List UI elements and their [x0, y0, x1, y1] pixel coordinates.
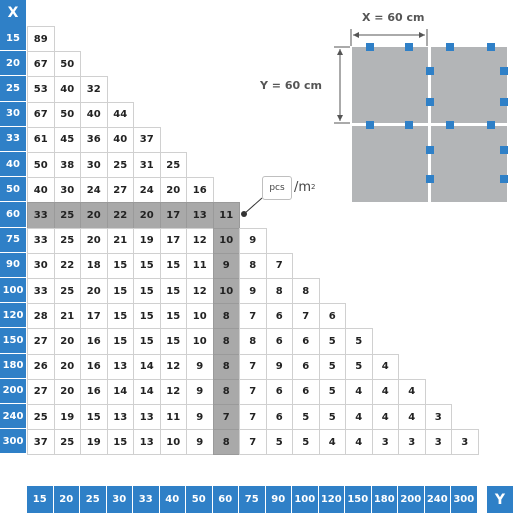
table-cell: 26 [27, 354, 55, 380]
table-cell: 15 [133, 303, 161, 329]
table-cell: 4 [398, 379, 426, 405]
table-cell: 10 [213, 228, 241, 254]
spacer-clip [500, 175, 508, 183]
table-cell: 5 [319, 328, 347, 354]
spacer-clip [366, 121, 374, 129]
table-cell: 25 [54, 202, 82, 228]
table-cell: 15 [160, 328, 188, 354]
table-cell: 8 [213, 303, 241, 329]
x-axis-value: 240 [0, 404, 26, 428]
table-cell: 25 [107, 152, 135, 178]
x-axis-value: 15 [0, 26, 26, 50]
y-axis-value: 75 [239, 486, 265, 513]
table-cell: 15 [107, 328, 135, 354]
y-axis-value: 60 [213, 486, 239, 513]
spacer-clip [426, 175, 434, 183]
table-cell: 15 [107, 429, 135, 455]
table-cell: 37 [27, 429, 55, 455]
table-cell: 12 [160, 354, 188, 380]
table-cell: 9 [186, 404, 214, 430]
table-cell: 33 [27, 228, 55, 254]
table-cell: 9 [186, 379, 214, 405]
y-axis-value: 240 [425, 486, 451, 513]
tile [352, 47, 428, 123]
table-cell: 30 [54, 177, 82, 203]
x-axis-value: 200 [0, 379, 26, 403]
table-cell: 6 [266, 303, 294, 329]
table-cell: 15 [107, 253, 135, 279]
table-cell: 17 [160, 228, 188, 254]
table-cell: 19 [80, 429, 108, 455]
table-cell: 8 [213, 429, 241, 455]
x-axis-value: 100 [0, 278, 26, 302]
table-cell: 13 [107, 404, 135, 430]
table-cell: 20 [54, 379, 82, 405]
spacer-clip [446, 43, 454, 51]
table-cell: 3 [372, 429, 400, 455]
y-axis-value: 30 [107, 486, 133, 513]
table-cell: 44 [107, 102, 135, 128]
table-cell: 4 [345, 379, 373, 405]
table-cell: 40 [80, 102, 108, 128]
table-cell: 9 [186, 354, 214, 380]
table-cell: 14 [107, 379, 135, 405]
x-axis-header: X [0, 0, 26, 26]
x-dimension-arrow [351, 29, 427, 46]
table-cell: 5 [345, 354, 373, 380]
y-axis-value: 25 [80, 486, 106, 513]
unit-per-text: /m [294, 179, 312, 195]
table-cell: 24 [80, 177, 108, 203]
table-cell: 7 [239, 379, 267, 405]
table-cell: 8 [266, 278, 294, 304]
spacer-clip [487, 43, 495, 51]
y-axis-value: 33 [133, 486, 159, 513]
table-cell: 5 [319, 354, 347, 380]
y-axis-value: 120 [319, 486, 345, 513]
table-cell: 4 [372, 379, 400, 405]
table-cell: 20 [54, 328, 82, 354]
table-cell: 16 [186, 177, 214, 203]
table-cell: 13 [133, 404, 161, 430]
spacer-clip [426, 67, 434, 75]
y-axis-value: 300 [451, 486, 477, 513]
x-axis-value: 40 [0, 152, 26, 176]
table-cell: 27 [27, 379, 55, 405]
table-cell: 25 [54, 429, 82, 455]
table-cell: 14 [133, 379, 161, 405]
x-axis-value: 300 [0, 429, 26, 453]
table-cell: 8 [213, 328, 241, 354]
table-cell: 16 [80, 379, 108, 405]
unit-pcs-text: pcs [269, 183, 285, 193]
table-cell: 25 [160, 152, 188, 178]
table-cell: 40 [54, 76, 82, 102]
y-axis-value: 40 [160, 486, 186, 513]
table-cell: 7 [266, 253, 294, 279]
table-cell: 22 [107, 202, 135, 228]
table-cell: 5 [319, 379, 347, 405]
spacer-clip [487, 121, 495, 129]
y-dimension-arrow [334, 47, 350, 123]
table-cell: 38 [54, 152, 82, 178]
table-cell: 27 [27, 328, 55, 354]
table-cell: 8 [213, 354, 241, 380]
table-cell: 30 [27, 253, 55, 279]
table-cell: 4 [398, 404, 426, 430]
table-cell: 9 [266, 354, 294, 380]
table-cell: 25 [54, 228, 82, 254]
table-cell: 6 [292, 354, 320, 380]
table-cell: 10 [213, 278, 241, 304]
table-cell: 11 [186, 253, 214, 279]
spacer-clip [366, 43, 374, 51]
table-cell: 31 [133, 152, 161, 178]
spacer-clip [500, 98, 508, 106]
table-cell: 33 [27, 202, 55, 228]
table-cell: 15 [133, 253, 161, 279]
table-cell: 27 [107, 177, 135, 203]
table-cell: 67 [27, 51, 55, 77]
table-cell: 5 [266, 429, 294, 455]
table-cell: 7 [239, 354, 267, 380]
table-cell: 15 [107, 278, 135, 304]
table-cell: 9 [239, 278, 267, 304]
table-cell: 15 [160, 278, 188, 304]
table-cell: 25 [54, 278, 82, 304]
table-cell: 50 [54, 51, 82, 77]
table-cell: 10 [186, 328, 214, 354]
table-cell: 20 [80, 278, 108, 304]
x-dimension-label: X = 60 cm [362, 11, 425, 24]
x-axis-value: 60 [0, 202, 26, 226]
table-cell: 14 [133, 354, 161, 380]
table-cell: 12 [160, 379, 188, 405]
y-axis-value: 15 [27, 486, 53, 513]
table-cell: 16 [80, 354, 108, 380]
table-cell: 15 [80, 404, 108, 430]
table-cell: 89 [27, 26, 55, 52]
table-cell: 5 [345, 328, 373, 354]
table-cell: 8 [292, 278, 320, 304]
table-cell: 12 [186, 228, 214, 254]
table-cell: 53 [27, 76, 55, 102]
table-cell: 7 [239, 303, 267, 329]
table-cell: 32 [80, 76, 108, 102]
table-cell: 15 [160, 303, 188, 329]
table-cell: 11 [160, 404, 188, 430]
table-cell: 13 [107, 354, 135, 380]
table-cell: 22 [54, 253, 82, 279]
table-cell: 9 [213, 253, 241, 279]
table-cell: 10 [160, 429, 188, 455]
table-cell: 7 [292, 303, 320, 329]
table-cell: 25 [27, 404, 55, 430]
unit-exponent: 2 [311, 183, 316, 191]
table-cell: 28 [27, 303, 55, 329]
table-cell: 15 [160, 253, 188, 279]
table-cell: 6 [292, 328, 320, 354]
table-cell: 3 [451, 429, 479, 455]
table-cell: 20 [80, 228, 108, 254]
y-axis-header: Y [487, 486, 513, 513]
table-cell: 18 [80, 253, 108, 279]
table-cell: 19 [54, 404, 82, 430]
table-cell: 33 [27, 278, 55, 304]
y-dimension-label: Y = 60 cm [260, 79, 322, 92]
x-axis-value: 180 [0, 354, 26, 378]
table-cell: 15 [133, 278, 161, 304]
table-cell: 30 [80, 152, 108, 178]
table-cell: 4 [345, 404, 373, 430]
y-axis-value: 150 [345, 486, 371, 513]
table-cell: 61 [27, 127, 55, 153]
table-cell: 9 [239, 228, 267, 254]
y-axis-value: 20 [54, 486, 80, 513]
y-axis-value: 180 [372, 486, 398, 513]
table-cell: 7 [239, 404, 267, 430]
table-cell: 21 [107, 228, 135, 254]
x-axis-value: 20 [0, 51, 26, 75]
table-cell: 12 [186, 278, 214, 304]
tile [352, 126, 428, 202]
x-axis-value: 50 [0, 177, 26, 201]
table-cell: 20 [160, 177, 188, 203]
table-cell: 21 [54, 303, 82, 329]
x-axis-value: 90 [0, 253, 26, 277]
table-cell: 45 [54, 127, 82, 153]
spacer-clip [426, 146, 434, 154]
table-cell: 5 [319, 404, 347, 430]
table-cell: 19 [133, 228, 161, 254]
table-cell: 16 [80, 328, 108, 354]
table-cell: 37 [133, 127, 161, 153]
table-cell: 67 [27, 102, 55, 128]
table-cell: 20 [80, 202, 108, 228]
table-cell: 5 [292, 429, 320, 455]
y-axis-value: 200 [398, 486, 424, 513]
x-axis-value: 150 [0, 328, 26, 352]
y-axis-value: 90 [266, 486, 292, 513]
table-cell: 3 [398, 429, 426, 455]
table-cell: 6 [319, 303, 347, 329]
table-cell: 15 [107, 303, 135, 329]
table-cell: 50 [27, 152, 55, 178]
table-cell: 6 [266, 328, 294, 354]
spacer-clip [500, 146, 508, 154]
y-axis-value: 50 [186, 486, 212, 513]
table-cell: 6 [292, 379, 320, 405]
table-cell: 13 [133, 429, 161, 455]
table-cell: 5 [292, 404, 320, 430]
spacer-clip [500, 67, 508, 75]
table-cell: 4 [372, 404, 400, 430]
table-cell: 3 [425, 404, 453, 430]
table-cell: 8 [239, 253, 267, 279]
x-axis-value: 75 [0, 228, 26, 252]
table-cell: 13 [186, 202, 214, 228]
table-cell: 4 [319, 429, 347, 455]
table-cell: 10 [186, 303, 214, 329]
table-cell: 4 [372, 354, 400, 380]
table-cell: 36 [80, 127, 108, 153]
table-cell: 40 [107, 127, 135, 153]
spacer-clip [405, 121, 413, 129]
table-cell: 8 [213, 379, 241, 405]
table-cell: 7 [213, 404, 241, 430]
table-cell: 9 [186, 429, 214, 455]
x-axis-value: 25 [0, 76, 26, 100]
table-cell: 20 [133, 202, 161, 228]
table-cell: 15 [133, 328, 161, 354]
table-cell: 17 [160, 202, 188, 228]
table-cell: 4 [345, 429, 373, 455]
table-cell: 6 [266, 404, 294, 430]
spacer-clip [405, 43, 413, 51]
table-cell: 20 [54, 354, 82, 380]
table-cell: 11 [213, 202, 241, 228]
x-axis-value: 120 [0, 303, 26, 327]
spacer-clip [446, 121, 454, 129]
table-cell: 6 [266, 379, 294, 405]
tile [431, 47, 507, 123]
y-axis-value: 100 [292, 486, 318, 513]
x-axis-value: 33 [0, 127, 26, 151]
x-axis-value: 30 [0, 102, 26, 126]
table-cell: 3 [425, 429, 453, 455]
table-cell: 40 [27, 177, 55, 203]
table-cell: 17 [80, 303, 108, 329]
tile [431, 126, 507, 202]
spacer-clip [426, 98, 434, 106]
table-cell: 8 [239, 328, 267, 354]
table-cell: 24 [133, 177, 161, 203]
table-cell: 50 [54, 102, 82, 128]
table-cell: 7 [239, 429, 267, 455]
